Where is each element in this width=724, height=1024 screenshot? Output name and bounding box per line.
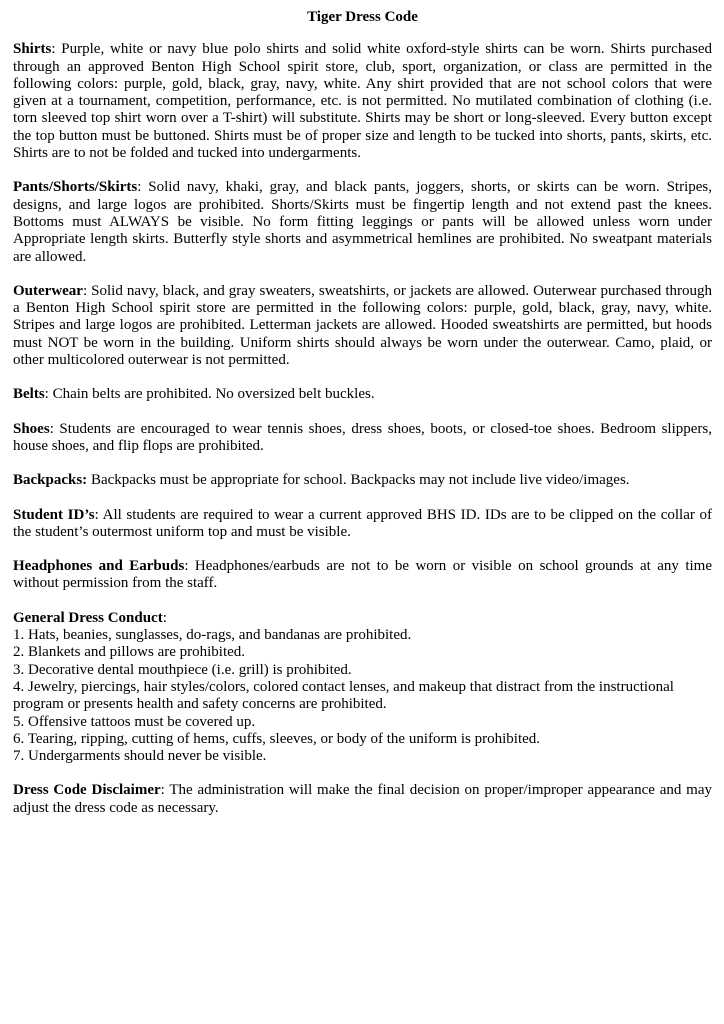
general-conduct-list	[13, 627, 712, 765]
section-backpacks	[13, 472, 712, 489]
section-headphones	[13, 558, 712, 593]
document-page	[13, 9, 712, 834]
section-label-headphones: Headphones and Earbuds	[13, 558, 185, 575]
section-text-shoes: : Students are encouraged to wear tennis shoes, dress shoes, boots, or closed-toe shoes. Bedroom slippers, house shoes, and flip flops are prohibited.	[13, 420, 712, 454]
section-student-ids	[13, 507, 712, 542]
section-shirts	[13, 41, 712, 162]
section-text-student-ids: : All students are required to wear a current approved BHS ID. IDs are to be clipped on the collar of the student’s outermost uniform top and must be visible.	[13, 506, 713, 540]
section-text-belts: : Chain belts are prohibited. No oversized belt buckles.	[44, 386, 375, 403]
section-label-shoes: Shoes	[13, 420, 50, 437]
list-item: 5. Offensive tattoos must be covered up.	[13, 713, 256, 730]
list-item: 4. Jewelry, piercings, hair styles/colors, colored contact lenses, and makeup that distract from the instructional program or presents health and safety concerns are prohibited.	[13, 678, 674, 713]
section-text-shirts: : Purple, white or navy blue polo shirts and solid white oxford-style shirts can be worn. Shirts purchased through an approved Benton High School spirit store, club, sport, organization, or class are permitted in the following colors: purple, gold, black, gray, navy, white. Any shirt provided that are not school colors that were given at a tournament, competition, performance, etc. is not permitted. No mutilated combination of clothing (i.e. torn sleeved top shirt worn over a T-shirt) will substitute. Shirts may be short or long-sleeved. Every button except the top button must be buttoned. Shirts must be of proper size and length to be tucked into shorts, pants, skirts, etc. Shirts are to not be folded and tucked into undergarments.	[13, 41, 712, 162]
section-text-outerwear: : Solid navy, black, and gray sweaters, sweatshirts, or jackets are allowed. Outerwear purchased through a Benton High School spirit store are permitted in the following colors: purple, gold, black, gray, navy, white. Stripes and large logos are prohibited. Letterman jackets are allowed. Hooded sweatshirts are permitted, but hoods must NOT be worn in the building. Uniform shirts should always be worn under the outerwear. Camo, plaid, or other multicolored outerwear is not permitted.	[13, 282, 712, 369]
list-item: 7. Undergarments should never be visible.	[13, 748, 267, 765]
section-text-pants: : Solid navy, khaki, gray, and black pants, joggers, shorts, or skirts can be worn. Stripes, designs, and large logos are prohibited. Shorts/Skirts must be fingertip length and not extend past the knees. Bottoms must ALWAYS be visible. No form fitting leggings or pants will be allowed unless worn under Appropriate length skirts. Butterfly style shorts and asymmetrical hemlines are prohibited. No sweatpant materials are allowed.	[13, 179, 712, 265]
general-conduct-colon: :	[162, 609, 167, 626]
section-pants	[13, 179, 712, 265]
section-label-outerwear: Outerwear	[13, 282, 83, 299]
section-shoes	[13, 421, 712, 456]
section-label-student-ids: Student ID’s	[13, 506, 95, 523]
list-item: 2. Blankets and pillows are prohibited.	[13, 644, 246, 661]
section-text-headphones: : Headphones/earbuds are not to be worn or visible on school grounds at any time without permission from the staff.	[13, 558, 713, 592]
section-text-backpacks: Backpacks must be appropriate for school. Backpacks may not include live video/images.	[87, 472, 630, 489]
section-outerwear	[13, 283, 712, 369]
list-item: 3. Decorative dental mouthpiece (i.e. grill) is prohibited.	[13, 661, 352, 678]
section-disclaimer	[13, 782, 712, 817]
section-text-disclaimer: : The administration will make the final decision on proper/improper appearance and may adjust the dress code as necessary.	[13, 782, 712, 816]
section-label-backpacks: Backpacks:	[13, 472, 88, 489]
general-conduct-heading	[13, 610, 712, 627]
section-label-shirts: Shirts	[13, 41, 52, 58]
section-belts	[13, 386, 712, 403]
page-title: Tiger Dress Code	[307, 9, 418, 25]
section-general-conduct	[13, 610, 712, 766]
section-label-general: General Dress Conduct	[13, 609, 163, 626]
list-item: 1. Hats, beanies, sunglasses, do-rags, and bandanas are prohibited.	[13, 627, 412, 644]
list-item: 6. Tearing, ripping, cutting of hems, cuffs, sleeves, or body of the uniform is prohibited.	[13, 730, 541, 747]
section-label-pants: Pants/Shorts/Skirts	[13, 179, 138, 196]
section-label-disclaimer: Dress Code Disclaimer	[13, 782, 161, 799]
section-label-belts: Belts	[13, 386, 45, 403]
